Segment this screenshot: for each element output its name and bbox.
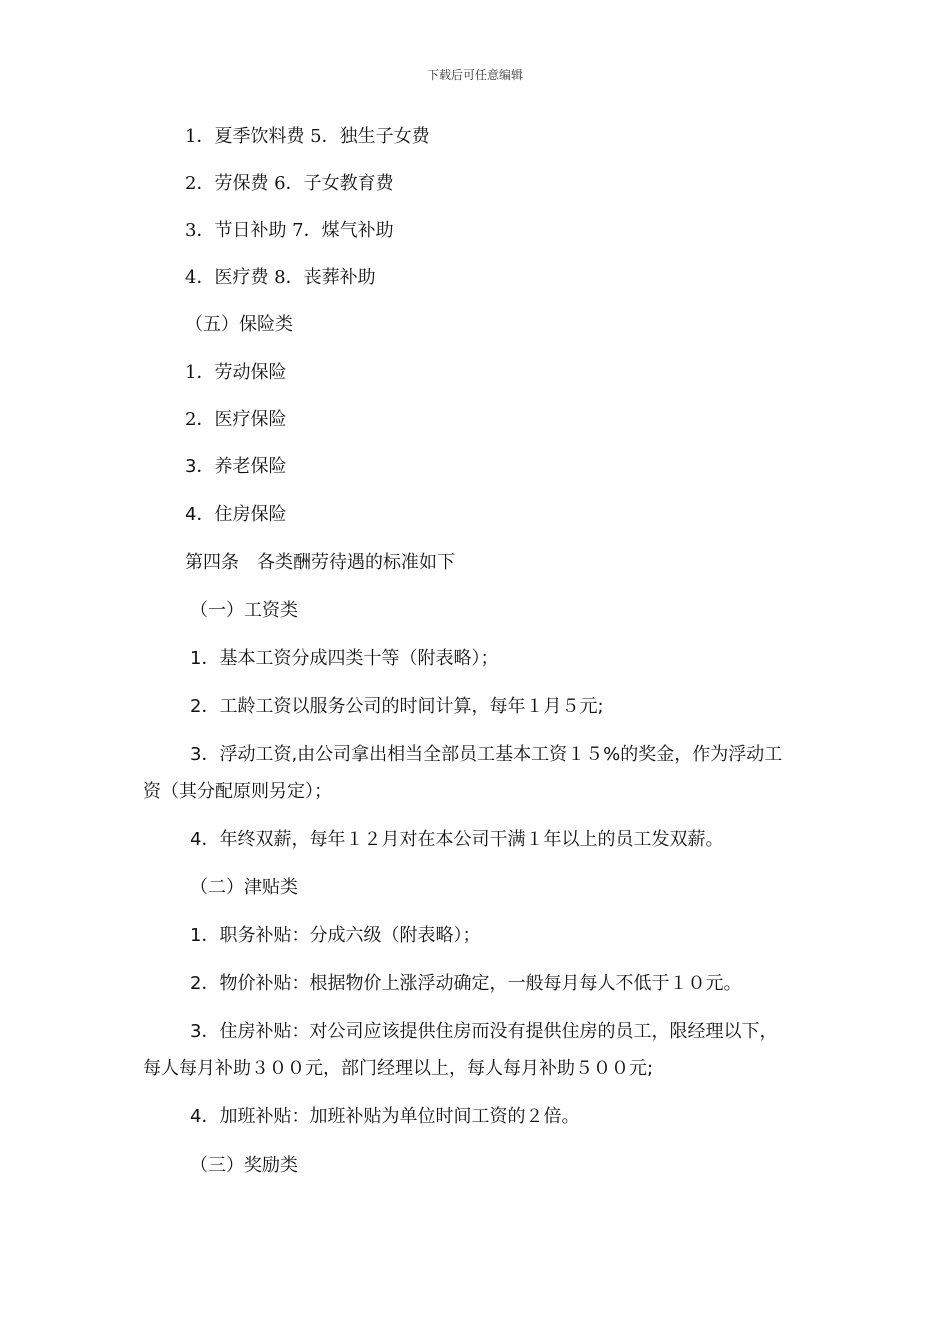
wages-item-2: 2．工龄工资以服务公司的时间计算，每年１月５元; (190, 696, 604, 717)
bonus-heading: （三）奖励类 (190, 1155, 298, 1176)
wages-item-3-line-1: 3．浮动工资,由公司拿出相当全部员工基本工资１５%的奖金，作为浮动工 (190, 744, 783, 765)
wages-item-4: 4．年终双薪，每年１２月对在本公司干满１年以上的员工发双薪。 (190, 829, 724, 850)
insurance-heading: （五）保险类 (185, 314, 293, 335)
allowances-item-2: 2．物价补贴：根据物价上涨浮动确定，一般每月每人不低于１０元。 (190, 973, 742, 994)
allowances-item-3-line-2: 每人每月补助３００元，部门经理以上，每人每月补助５００元; (143, 1058, 654, 1079)
benefit-item-4: 4．医疗费 8．丧葬补助 (185, 267, 376, 288)
wages-item-3-line-2: 资（其分配原则另定）； (143, 781, 332, 802)
insurance-item-3: 3．养老保险 (185, 456, 287, 477)
allowances-item-3-line-1: 3．住房补贴：对公司应该提供住房而没有提供住房的员工，限经理以下， (190, 1021, 778, 1042)
benefit-item-2: 2．劳保费 6．子女教育费 (185, 173, 394, 194)
benefit-item-1: 1．夏季饮料费 5．独生子女费 (185, 126, 430, 147)
allowances-item-1: 1．职务补贴：分成六级（附表略）； (190, 925, 481, 946)
insurance-item-2: 2．医疗保险 (185, 409, 287, 430)
allowances-item-4: 4．加班补贴：加班补贴为单位时间工资的２倍。 (190, 1106, 580, 1127)
wages-item-1: 1．基本工资分成四类十等（附表略）； (190, 648, 499, 669)
page-header: 下载后可任意编辑 (426, 68, 523, 82)
article-4-title: 第四条 各类酬劳待遇的标准如下 (185, 552, 455, 573)
allowances-heading: （二）津贴类 (190, 877, 298, 898)
wages-heading: （一）工资类 (190, 600, 298, 621)
benefit-item-3: 3．节日补助 7．煤气补助 (185, 220, 394, 241)
insurance-item-1: 1．劳动保险 (185, 362, 287, 383)
insurance-item-4: 4．住房保险 (185, 504, 287, 525)
